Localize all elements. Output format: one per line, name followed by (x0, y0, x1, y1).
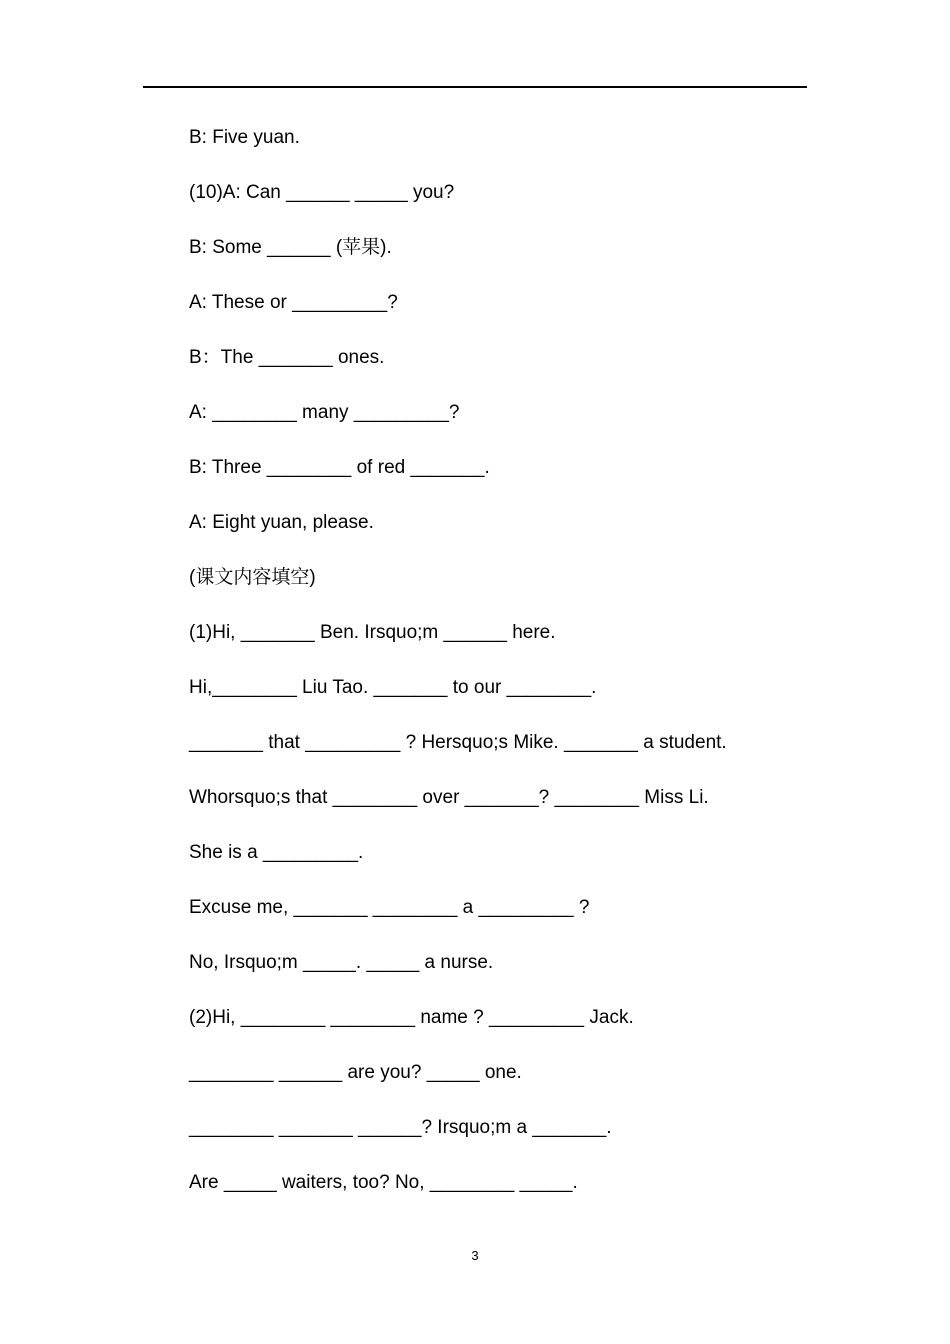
text-line: (1)Hi, _______ Ben. Irsquo;m ______ here. (189, 622, 556, 643)
text-line: A: ________ many _________? (189, 402, 460, 423)
text-line: She is a _________. (189, 842, 364, 863)
text-line: (2)Hi, ________ ________ name ? _________ Jack. (189, 1007, 634, 1028)
text-line: B：The _______ ones. (189, 347, 385, 368)
text-line: A: These or _________? (189, 292, 398, 313)
text-line: (10)A: Can ______ _____ you? (189, 182, 455, 203)
text-line: B: Five yuan. (189, 127, 300, 148)
text-line: Hi,________ Liu Tao. _______ to our ________. (189, 677, 597, 698)
page-number: 3 (471, 1248, 479, 1263)
text-line: _______ that _________ ? Hersquo;s Mike. _______ a student. (189, 732, 727, 753)
text-line: Are _____ waiters, too? No, ________ _____. (189, 1172, 578, 1193)
text-line: A: Eight yuan, please. (189, 512, 374, 533)
text-line: Excuse me, _______ ________ a _________ ? (189, 897, 590, 918)
document-body (189, 120, 829, 1220)
text-line: B: Three ________ of red _______. (189, 457, 490, 478)
text-line: B: Some ______ (苹果). (189, 237, 392, 258)
header-rule (143, 86, 807, 88)
text-line: No, Irsquo;m _____. _____ a nurse. (189, 952, 494, 973)
section-heading: (课文内容填空) (189, 567, 316, 588)
text-line: Whorsquo;s that ________ over _______? ________ Miss Li. (189, 787, 709, 808)
text-line: ________ _______ ______? Irsquo;m a _______. (189, 1117, 612, 1138)
text-line: ________ ______ are you? _____ one. (189, 1062, 522, 1083)
